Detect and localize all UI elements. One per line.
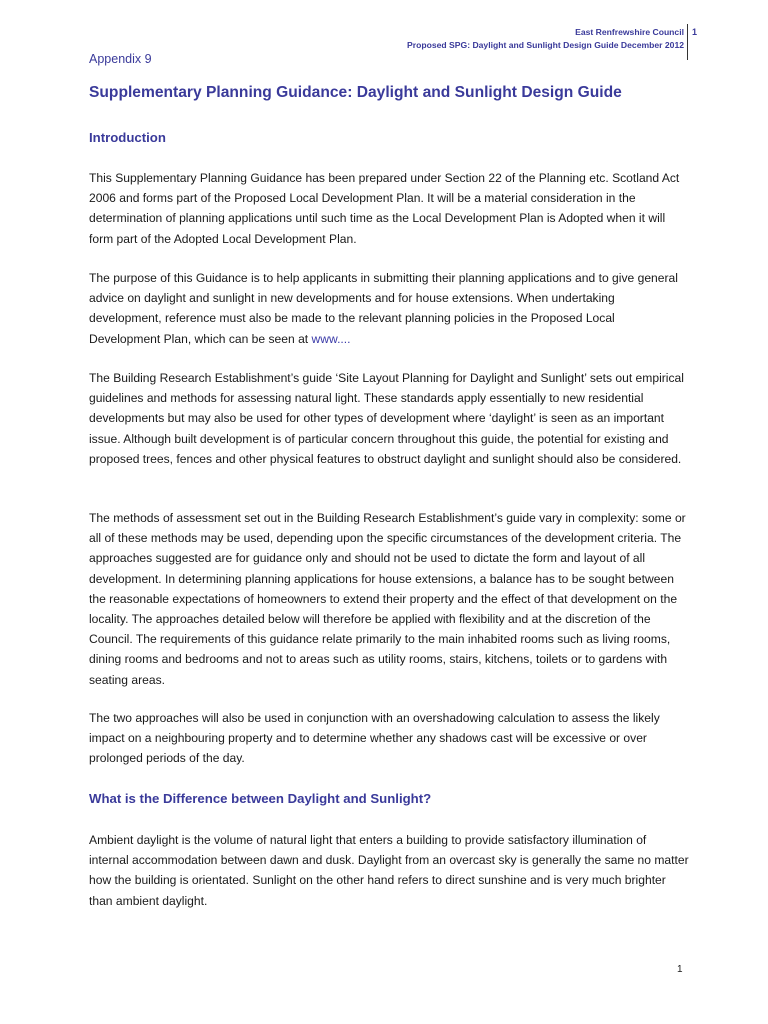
introduction-paragraph-1: This Supplementary Planning Guidance has been prepared under Section 22 of the Planning etc. Scotland Act 2006 and forms part of the Proposed Local Development Plan. It will be a material consideration in the determination of planning applications until such time as the Local Development Plan is Adopted when it will form part of the Adopted Local Development Plan. <box>89 171 680 246</box>
introduction-paragraph-3: The Building Research Establishment’s guide ‘Site Layout Planning for Daylight and Sunlight’ sets out empirical guidelines and methods for assessing natural light. These standards apply essentially to new residential developments but may also be used for other types of development where ‘daylight’ is seen as an important issue. Although built development is of particular concern throughout this guide, the potential for existing and proposed trees, fences and other physical features to obstruct daylight and sunlight should also be considered. <box>89 371 684 466</box>
appendix-label: Appendix 9 <box>89 52 152 66</box>
running-header <box>407 26 684 52</box>
page-title: Supplementary Planning Guidance: Daylight and Sunlight Design Guide <box>89 84 622 101</box>
introduction-paragraph-4: The methods of assessment set out in the Building Research Establishment’s guide vary in complexity: some or all of these methods may be used, depending upon the specific circumstances of the development criteria. The approaches suggested are for guidance only and should not be used to dictate the form and layout of all development. In determining planning applications for house extensions, a balance has to be sought between the reasonable expectations of homeowners to extend their property and the effect of that development on the locality. The approaches detailed below will therefore be applied with flexibility and at the discretion of the Council. The requirements of this guidance relate primarily to the main inhabited rooms such as living rooms, dining rooms and bedrooms and not to areas such as utility rooms, stairs, kitchens, toilets or to gardens with seating areas. <box>89 511 686 687</box>
introduction-paragraph-2-text: The purpose of this Guidance is to help applicants in submitting their planning applications and to give general advice on daylight and sunlight in new developments and for house extensions. When undertaking development, reference must also be made to the relevant planning policies in the Proposed Local Development Plan, which can be seen at <box>89 271 678 346</box>
difference-paragraph-1: Ambient daylight is the volume of natural light that enters a building to provide satisfactory illumination of internal accommodation between dawn and dusk. Daylight from an overcast sky is generally the same no matter how the building is orientated. Sunlight on the other hand refers to direct sunshine and is very much brighter than ambient daylight. <box>89 833 689 908</box>
header-page-number: 1 <box>692 27 698 37</box>
introduction-paragraph-5: The two approaches will also be used in conjunction with an overshadowing calculation to assess the likely impact on a neighbouring property and to determine whether any shadows cast will be excessive or over prolonged periods of the day. <box>89 711 660 766</box>
local-plan-link[interactable]: www.... <box>311 331 351 346</box>
difference-heading: What is the Difference between Daylight and Sunlight? <box>89 791 432 806</box>
header-divider <box>687 24 688 60</box>
header-document-title: Proposed SPG: Daylight and Sunlight Design Guide December 2012 <box>407 40 684 50</box>
introduction-heading: Introduction <box>89 130 166 145</box>
footer-page-number: 1 <box>677 964 683 975</box>
introduction-paragraph-2 <box>89 268 689 349</box>
header-council: East Renfrewshire Council <box>575 27 684 37</box>
